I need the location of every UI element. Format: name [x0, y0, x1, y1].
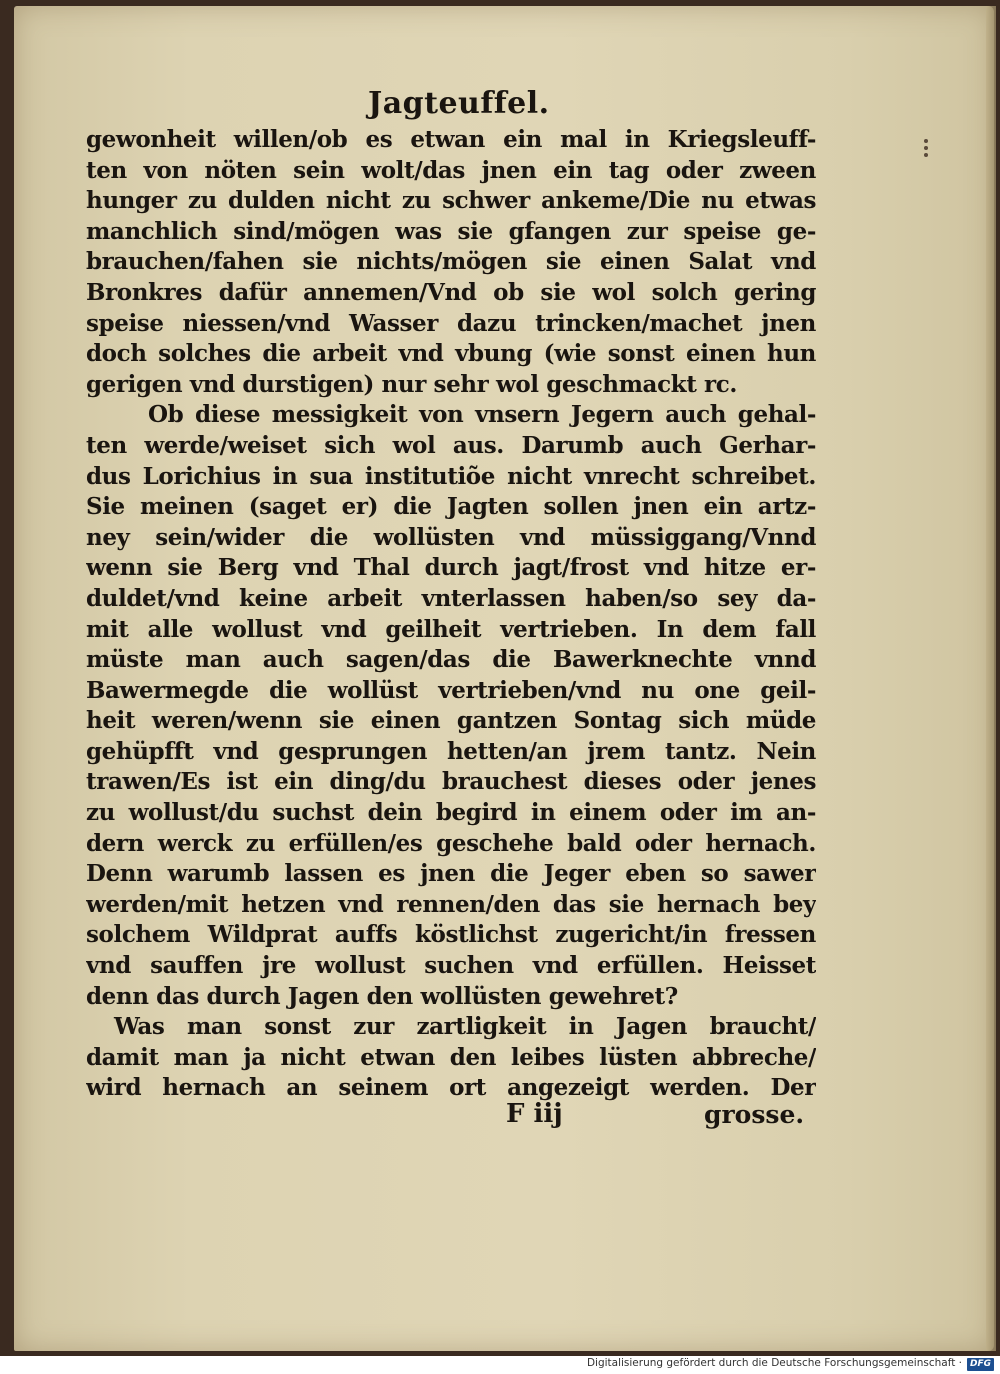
- text-line: zu wollust/du suchst dein begird in einem oder im an-: [86, 799, 816, 827]
- text-line: gerigen vnd durstigen) nur sehr wol geschmackt rc.: [86, 370, 737, 398]
- margin-dot: [924, 146, 928, 150]
- text-line: manchlich sind/mögen was sie gfangen zur speise ge-: [86, 217, 816, 245]
- catchword: grosse.: [704, 1100, 805, 1129]
- footer-bar: [0, 1356, 1000, 1374]
- text-line: gewonheit willen/ob es etwan ein mal in Kriegsleuff-: [86, 126, 816, 153]
- dfg-logo-icon: DFG: [967, 1358, 994, 1371]
- text-line: Ob diese messigkeit von vnsern Jegern auch gehal-: [148, 401, 816, 429]
- text-line: werden/mit hetzen vnd rennen/den das sie hernach bey: [86, 890, 816, 918]
- text-line: ten werde/weiset sich wol aus. Darumb auch Gerhar-: [86, 431, 816, 459]
- page-edge: [986, 6, 996, 1351]
- signature-mark: F iij: [506, 1099, 563, 1129]
- margin-dot: [924, 139, 928, 143]
- margin-dots: [924, 136, 932, 166]
- text-line: speise niessen/vnd Wasser dazu trincken/machet jnen: [86, 309, 816, 337]
- text-line: doch solches die arbeit vnd vbung (wie sonst einen hun: [86, 340, 816, 368]
- text-line: vnd sauffen jre wollust suchen vnd erfüllen. Heisset: [86, 952, 816, 980]
- text-line: ney sein/wider die wollüsten vnd müssiggang/Vnnd: [86, 523, 816, 551]
- funding-credit: Digitalisierung gefördert durch die Deutsche Forschungsgemeinschaft ·: [586, 1357, 962, 1369]
- text-line: ten von nöten sein wolt/das jnen ein tag oder zween: [86, 156, 816, 184]
- text-line: Denn warumb lassen es jnen die Jeger eben so sawer: [86, 860, 816, 888]
- text-line: brauchen/fahen sie nichts/mögen sie einen Salat vnd: [86, 248, 816, 276]
- body-text: [86, 125, 816, 1104]
- text-line: mit alle wollust vnd geilheit vertrieben. In dem fall: [86, 615, 816, 643]
- text-line: Bawermegde die wollüst vertrieben/vnd nu one geil-: [86, 676, 816, 704]
- text-line: dern werck zu erfüllen/es geschehe bald oder hernach.: [86, 829, 816, 857]
- margin-dot: [924, 153, 928, 157]
- text-line: Was man sonst zur zartligkeit in Jagen braucht/: [114, 1013, 816, 1041]
- text-line: trawen/Es ist ein ding/du brauchest dieses oder jenes: [86, 768, 816, 796]
- text-line: Sie meinen (saget er) die Jagten sollen jnen ein artz-: [86, 493, 816, 521]
- text-line: Bronkres dafür annemen/Vnd ob sie wol solch gering: [86, 278, 816, 306]
- book-page: [14, 6, 994, 1351]
- text-line: müste man auch sagen/das die Bawerknechte vnnd: [86, 646, 816, 674]
- text-line: dus Lorichius in sua institutiõe nicht vnrecht schreibet.: [86, 462, 816, 490]
- text-line: duldet/vnd keine arbeit vnterlassen haben/so sey da-: [86, 584, 816, 612]
- running-head: Jagteuffel.: [368, 86, 550, 121]
- text-line: hunger zu dulden nicht zu schwer ankeme/Die nu etwas: [86, 187, 816, 215]
- text-line: damit man ja nicht etwan den leibes lüsten abbreche/: [86, 1043, 816, 1071]
- text-line: gehüpfft vnd gesprungen hetten/an jrem tantz. Nein: [86, 737, 816, 765]
- text-line: wenn sie Berg vnd Thal durch jagt/frost vnd hitze er-: [86, 554, 816, 582]
- text-line: solchem Wildprat auffs köstlichst zugericht/in fressen: [86, 921, 816, 949]
- text-line: denn das durch Jagen den wollüsten gewehret?: [86, 982, 678, 1010]
- text-line: wird hernach an seinem ort angezeigt werden. Der: [86, 1074, 816, 1102]
- text-line: heit weren/wenn sie einen gantzen Sontag sich müde: [86, 707, 816, 735]
